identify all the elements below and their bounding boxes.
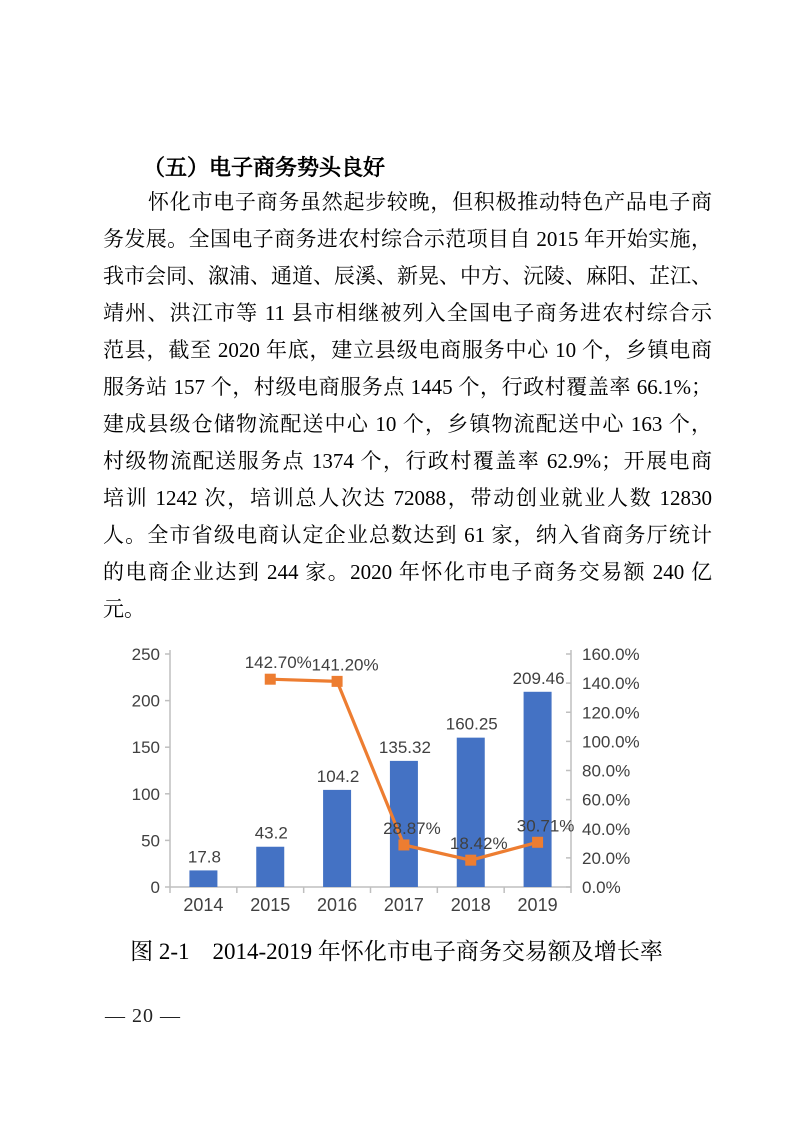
paragraph-line: 元。 xyxy=(103,597,145,621)
figure-caption: 图 2-1 2014-2019 年怀化市电子商务交易额及增长率 xyxy=(130,939,663,964)
right-axis-tick-label: 20.0% xyxy=(582,848,631,868)
right-axis-tick-label: 160.0% xyxy=(582,645,640,664)
left-axis-tick-label: 0 xyxy=(150,878,160,897)
x-axis-label: 2014 xyxy=(183,895,224,915)
right-axis-tick-label: 80.0% xyxy=(582,761,631,781)
paragraph-line: 怀化市电子商务虽然起步较晚，但积极推动特色产品电子商 xyxy=(148,190,712,214)
left-axis-tick-label: 250 xyxy=(131,645,160,664)
left-axis-tick-label: 100 xyxy=(131,784,160,804)
bar-value-label: 104.2 xyxy=(316,766,360,786)
growth-value-label: 141.20% xyxy=(311,655,379,675)
growth-marker-2017 xyxy=(398,839,409,850)
paragraph-line: 范县，截至 2020 年底，建立县级电商服务中心 10 个，乡镇电商 xyxy=(103,338,712,362)
bar-2015 xyxy=(256,847,284,887)
page-number-text: — 20 — xyxy=(105,1005,181,1027)
bar-value-label: 17.8 xyxy=(187,847,221,867)
bar-value-label: 135.32 xyxy=(378,737,431,757)
transaction-growth-chart xyxy=(115,638,680,938)
growth-value-label: 18.42% xyxy=(449,834,508,854)
right-axis-tick-label: 40.0% xyxy=(582,819,631,839)
body-paragraph xyxy=(103,184,712,628)
bar-2019 xyxy=(524,692,552,887)
left-axis-tick-label: 50 xyxy=(141,831,160,851)
growth-marker-2016 xyxy=(332,676,343,687)
paragraph-line: 务发展。全国电子商务进农村综合示范项目自 2015 年开始实施， xyxy=(103,227,712,251)
growth-value-label: 142.70% xyxy=(244,653,312,673)
growth-marker-2015 xyxy=(265,674,276,685)
x-axis-label: 2016 xyxy=(317,895,358,915)
bar-2014 xyxy=(189,870,217,887)
left-axis-tick-label: 150 xyxy=(131,738,160,758)
paragraph-line: 村级物流配送服务点 1374 个，行政村覆盖率 62.9%；开展电商 xyxy=(103,449,712,473)
paragraph-line: 靖州、洪江市等 11 县市相继被列入全国电子商务进农村综合示 xyxy=(103,301,712,325)
growth-marker-2018 xyxy=(465,855,476,866)
paragraph-line: 人。全市省级电商认定企业总数达到 61 家，纳入省商务厅统计 xyxy=(103,523,712,547)
right-axis-tick-label: 100.0% xyxy=(582,732,640,752)
x-axis-label: 2018 xyxy=(450,895,491,915)
paragraph-line: 建成县级仓储物流配送中心 10 个，乡镇物流配送中心 163 个， xyxy=(103,412,712,436)
x-axis-label: 2015 xyxy=(250,895,291,915)
right-axis-tick-label: 60.0% xyxy=(582,790,631,810)
left-axis-tick-label: 200 xyxy=(131,691,160,711)
paragraph-line: 培训 1242 次，培训总人次达 72088，带动创业就业人数 12830 xyxy=(103,486,712,510)
page-footer xyxy=(105,1005,181,1028)
x-axis-label: 2017 xyxy=(383,895,424,915)
growth-marker-2019 xyxy=(532,837,543,848)
right-axis-tick-label: 0.0% xyxy=(582,878,621,897)
growth-value-label: 30.71% xyxy=(516,816,575,836)
bar-value-label: 43.2 xyxy=(254,823,288,843)
right-axis-tick-label: 140.0% xyxy=(582,674,640,694)
growth-value-label: 28.87% xyxy=(383,818,441,838)
bar-2016 xyxy=(323,790,351,887)
paragraph-line: 的电商企业达到 244 家。2020 年怀化市电子商务交易额 240 亿 xyxy=(103,560,712,584)
paragraph-line: 我市会同、溆浦、通道、辰溪、新晃、中方、沅陵、麻阳、芷江、 xyxy=(103,264,712,288)
x-axis-label: 2019 xyxy=(517,895,558,915)
section-heading: （五）电子商务势头良好 xyxy=(143,155,386,180)
paragraph-line: 服务站 157 个，村级电商服务点 1445 个，行政村覆盖率 66.1%； xyxy=(103,375,712,399)
right-axis-tick-label: 120.0% xyxy=(582,703,640,723)
bar-value-label: 160.25 xyxy=(445,714,498,734)
bar-value-label: 209.46 xyxy=(512,668,565,688)
